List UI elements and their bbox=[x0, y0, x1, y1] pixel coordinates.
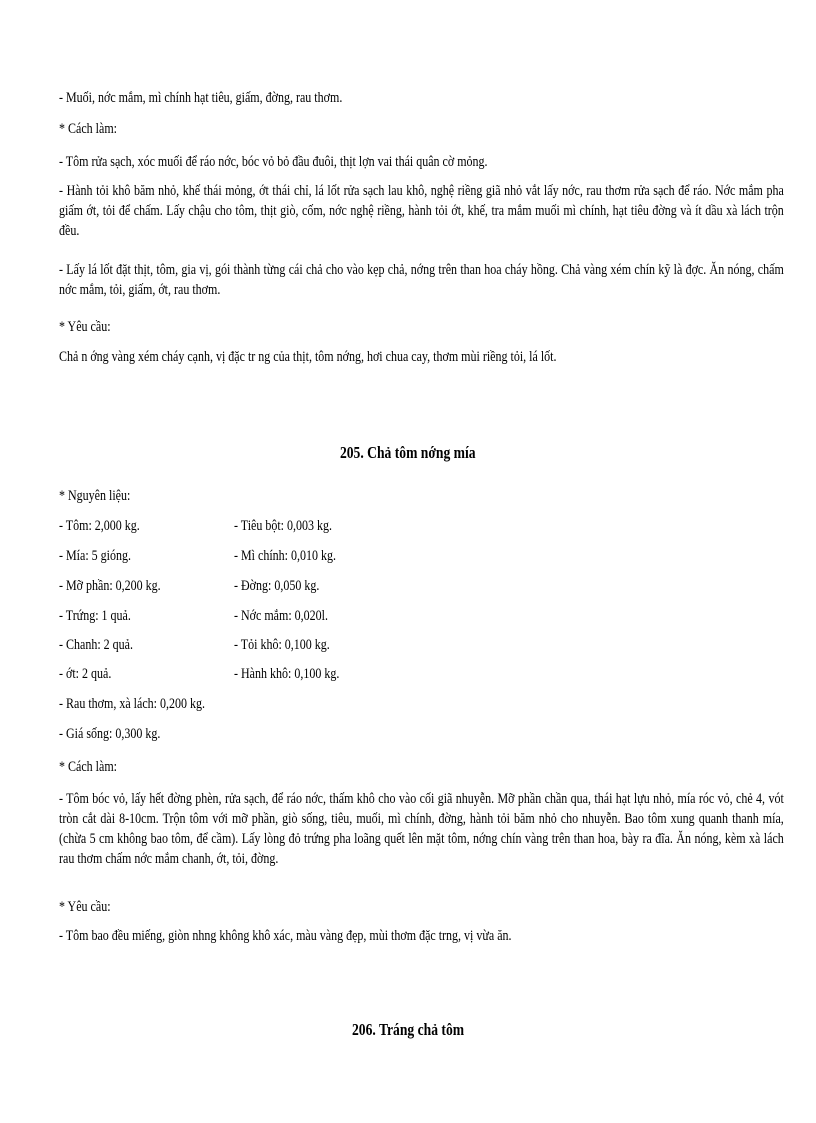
recipe-206-title: 206. Tráng chả tôm bbox=[351, 1020, 465, 1039]
ingredient-item: - Trứng: 1 quả. bbox=[59, 608, 131, 624]
ingredient-item: - Mía: 5 gióng. bbox=[59, 548, 131, 564]
method-text-205: - Tôm bóc vỏ, lấy hết đờng phèn, rửa sạch, để ráo nớc, thấm khô cho vào cối giã nhuyễn. Mỡ phần chần qua, thái hạt lựu nhỏ, mía róc vỏ, chẻ 4, vót tròn cắt dài 8-10cm. Trộn tôm với mỡ phần, giò sống, tiêu, muối, mì chính, đờng, hành tỏi băm nhỏ cho nhuyễn. Bao tôm xung quanh thanh mía, (chừa 5 cm không bao tôm, để cầm). Lấy lòng đỏ trứng pha loãng quết lên mặt tôm, nớng chín vàng trên than hoa, bày ra đĩa. Ăn nóng, kèm xà lách rau thơm chấm nớc mắm chanh, ớt, tỏi, đờng. bbox=[59, 791, 784, 867]
ingredient-item: - Tiêu bột: 0,003 kg. bbox=[234, 518, 333, 534]
ingredient-item: - Mì chính: 0,010 kg. bbox=[234, 548, 336, 564]
method-step-2: - Hành tỏi khô băm nhỏ, khế thái mỏng, ớt thái chỉ, lá lốt rửa sạch lau khô, nghệ riềng giã nhỏ vắt lấy nớc, rau thơm rửa sạch để ráo. Nớc mắm pha giấm ớt, tỏi để chấm. Lấy chậu cho tôm, thịt giò, cốm, nớc nghệ riềng, hành tỏi ớt, khế, tra mắm muối mì chính, hạt tiêu đờng và ít dầu xà lách trộn đều. bbox=[59, 183, 784, 239]
requirement-heading-205: * Yêu cầu: bbox=[59, 899, 111, 915]
method-heading: * Cách làm: bbox=[59, 121, 117, 137]
ingredient-item: - Nớc mắm: 0,020l. bbox=[234, 608, 328, 624]
method-step-1: - Tôm rửa sạch, xóc muối để ráo nớc, bóc vỏ bỏ đầu đuôi, thịt lợn vai thái quân cờ mỏng. bbox=[59, 154, 488, 170]
method-heading-205: * Cách làm: bbox=[59, 759, 117, 775]
ingredient-item: - Mỡ phần: 0,200 kg. bbox=[59, 578, 161, 594]
ingredient-item: - ớt: 2 quả. bbox=[59, 666, 112, 682]
ingredient-item: - Hành khô: 0,100 kg. bbox=[234, 666, 340, 682]
ingredient-item: - Tỏi khô: 0,100 kg. bbox=[234, 637, 330, 653]
ingredient-item: - Giá sống: 0,300 kg. bbox=[59, 726, 161, 742]
requirement-text-205: - Tôm bao đều miếng, giòn nhng không khô xác, màu vàng đẹp, mùi thơm đặc trng, vị vừa ăn. bbox=[59, 928, 512, 944]
requirement-heading: * Yêu cầu: bbox=[59, 319, 111, 335]
method-step-3: - Lấy lá lốt đặt thịt, tôm, gia vị, gói thành từng cái chả cho vào kẹp chả, nớng trên than hoa cháy hồng. Chả vàng xém chín kỹ là đợc. Ăn nóng, chấm nớc mắm, tỏi, giấm, ớt, rau thơm. bbox=[59, 262, 784, 298]
ingredients-tail-line: - Muối, nớc mắm, mì chính hạt tiêu, giấm, đờng, rau thơm. bbox=[59, 90, 343, 106]
ingredient-item: - Chanh: 2 quả. bbox=[59, 637, 133, 653]
requirement-text: Chả n ớng vàng xém cháy cạnh, vị đặc tr ng của thịt, tôm nớng, hơi chua cay, thơm mùi riềng tỏi, lá lốt. bbox=[59, 349, 557, 365]
ingredient-item: - Rau thơm, xà lách: 0,200 kg. bbox=[59, 696, 205, 712]
recipe-205-title: 205. Chả tôm nớng mía bbox=[340, 443, 476, 462]
ingredient-item: - Đờng: 0,050 kg. bbox=[234, 578, 320, 594]
ingredient-item: - Tôm: 2,000 kg. bbox=[59, 518, 140, 534]
ingredients-heading: * Nguyên liệu: bbox=[59, 488, 131, 504]
